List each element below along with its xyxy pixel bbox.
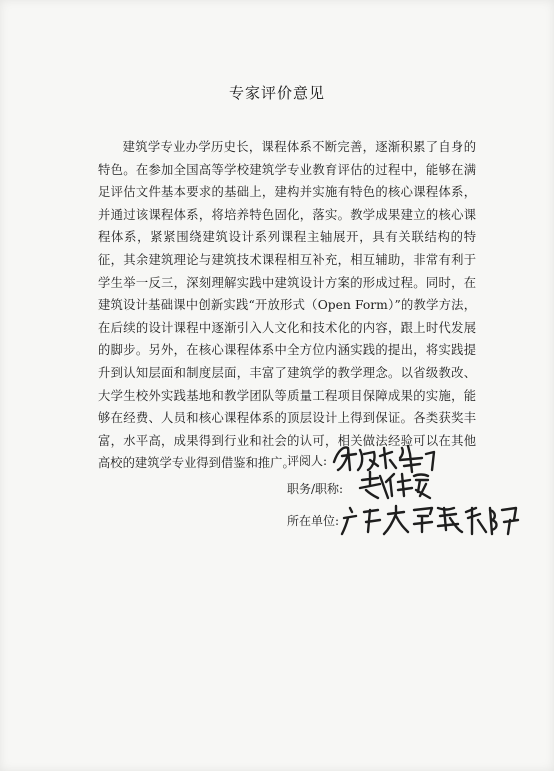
document-title: 专家评价意见 bbox=[228, 84, 325, 102]
unit-handwritten-signature bbox=[340, 500, 526, 540]
unit-row bbox=[0, 500, 554, 540]
evaluation-paragraph: 建筑学专业办学历史长，课程体系不断完善，逐渐积累了自身的特色。在参加全国高等学校建筑学专业教育评估的过程中，能够在满足评估文件基本要求的基础上，建构并实施有特色的核心课程体系，并通过该课程体系，将培养特色固化，落实。教学成果建立的核心课程体系，紧紧围绕建筑设计系列课程主轴展开，具有关联结构的特征，其余建筑理论与建筑技术课程相互补充，相互辅助，非常有利于学生举一反三，深刻理解实践中建筑设计方案的形成过程。同时，在建筑设计基础课中创新实践“开放形式（Open Form）”的教学方法，在后续的设计课程中逐渐引入人文化和技术化的内容，跟上时代发展的脚步。另外，在核心课程体系中全方位内涵实践的提出，将实践提升到认知层面和制度层面，丰富了建筑学的教学理念。以省级教改、大学生校外实践基地和教学团队等质量工程项目保障成果的实施，能够在经费、人员和核心课程体系的顶层设计上得到保证。各类获奖丰富，水平高，成果得到行业和社会的认可，相关做法经验可以在其他高校的建筑学专业得到借鉴和推广。 bbox=[98, 140, 476, 471]
unit-label: 所在单位: bbox=[287, 514, 340, 528]
position-handwritten-signature bbox=[358, 468, 434, 502]
reviewer-label: 评阅人: bbox=[287, 454, 328, 468]
position-label: 职务/职称: bbox=[287, 482, 344, 496]
